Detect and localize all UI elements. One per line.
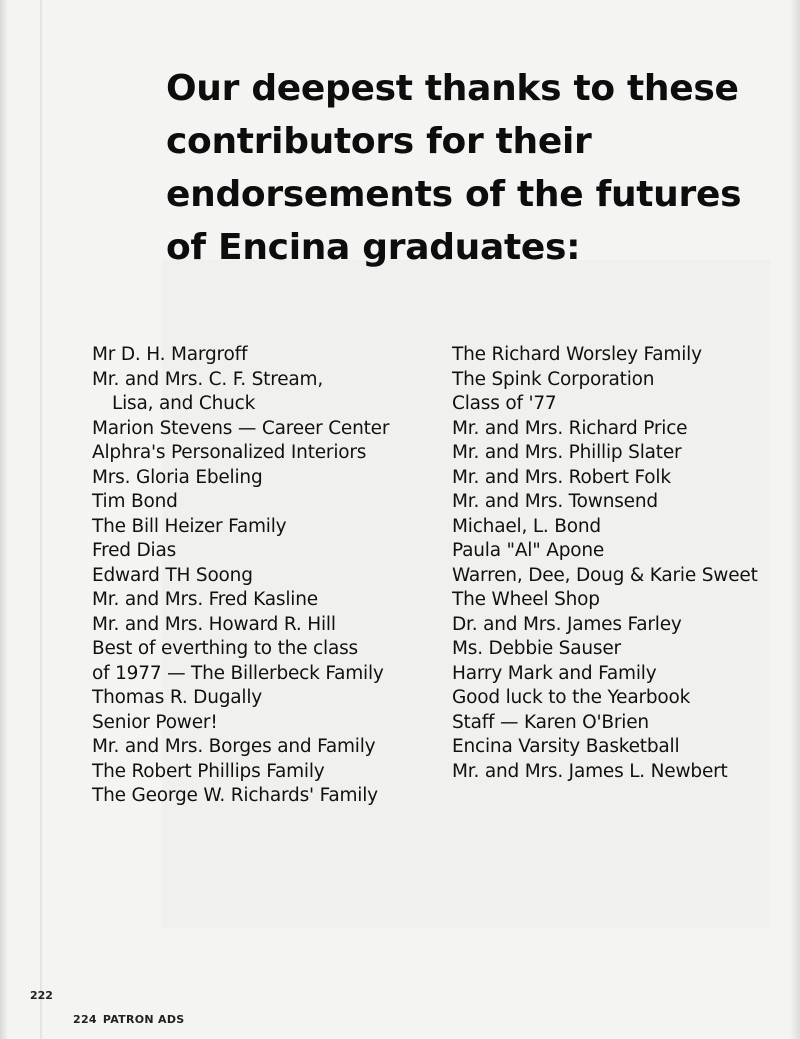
contributor-entry: Mr. and Mrs. Howard R. Hill <box>92 613 336 635</box>
contributor-entry: Mrs. Gloria Ebeling <box>92 466 263 488</box>
contributor-entry: Fred Dias <box>92 540 177 561</box>
headline-line: of Encina graduates: <box>166 227 581 268</box>
contributor-entry: Paula "Al" Apone <box>452 540 605 561</box>
contributor-entry: The Bill Heizer Family <box>92 515 287 537</box>
contributor-entry: Mr. and Mrs. C. F. Stream, <box>92 368 324 390</box>
contributor-entry: Mr. and Mrs. Townsend <box>452 491 658 512</box>
contributor-entry: The Richard Worsley Family <box>452 344 702 365</box>
headline-line: contributors for their <box>166 121 592 162</box>
contributors-left-column <box>92 343 442 809</box>
contributor-entry: Michael, L. Bond <box>452 515 601 537</box>
contributor-entry: Senior Power! <box>92 711 218 733</box>
contributor-entry: Alphra's Personalized Interiors <box>92 442 367 463</box>
page-number-stamp: 222 <box>30 989 53 1002</box>
contributor-entry: Best of everthing to the class <box>92 638 358 659</box>
contributor-entry: Staff — Karen O'Brien <box>452 711 649 733</box>
contributor-entry: Class of '77 <box>452 393 557 414</box>
page-right-edge-shadow <box>790 0 800 1039</box>
contributor-entry-continued: Lisa, and Chuck <box>112 393 256 414</box>
headline-line: endorsements of the futures <box>166 174 742 215</box>
contributor-entry: Ms. Debbie Sauser <box>452 638 621 659</box>
contributor-entry: The Wheel Shop <box>452 589 600 610</box>
binding-line <box>40 0 42 1039</box>
contributor-entry: Edward TH Soong <box>92 564 253 586</box>
contributor-entry: Mr D. H. Margroff <box>92 344 248 365</box>
contributor-entry: Tim Bond <box>92 491 178 512</box>
page-footer <box>73 1013 185 1026</box>
contributor-entry: Good luck to the Yearbook <box>452 687 691 708</box>
contributor-entry: The George W. Richards' Family <box>92 785 378 806</box>
contributor-entry: The Robert Phillips Family <box>92 760 325 782</box>
contributor-entry: Mr. and Mrs. Richard Price <box>452 417 688 439</box>
headline-line: Our deepest thanks to these <box>166 68 739 109</box>
contributors-right-column <box>452 343 782 784</box>
contributor-entry: of 1977 — The Billerbeck Family <box>92 662 384 684</box>
contributor-entry: Encina Varsity Basketball <box>452 736 680 757</box>
contributor-entry: Mr. and Mrs. James L. Newbert <box>452 760 728 782</box>
footer-page-number: 224 <box>73 1013 97 1026</box>
contributor-entry: Harry Mark and Family <box>452 662 657 684</box>
contributor-entry: Warren, Dee, Doug & Karie Sweet <box>452 564 758 586</box>
contributor-entry: Marion Stevens — Career Center <box>92 417 390 439</box>
contributor-entry: Dr. and Mrs. James Farley <box>452 613 682 635</box>
contributor-entry: Mr. and Mrs. Fred Kasline <box>92 589 318 610</box>
contributor-entry: Mr. and Mrs. Phillip Slater <box>452 442 682 463</box>
footer-section-title: PATRON ADS <box>102 1013 185 1026</box>
contributor-entry: Thomas R. Dugally <box>92 687 263 708</box>
page-left-edge-shadow <box>0 0 8 1039</box>
contributor-entry: The Spink Corporation <box>452 368 655 390</box>
contributor-entry: Mr. and Mrs. Borges and Family <box>92 736 376 757</box>
page-headline <box>166 62 766 274</box>
contributor-entry: Mr. and Mrs. Robert Folk <box>452 466 671 488</box>
